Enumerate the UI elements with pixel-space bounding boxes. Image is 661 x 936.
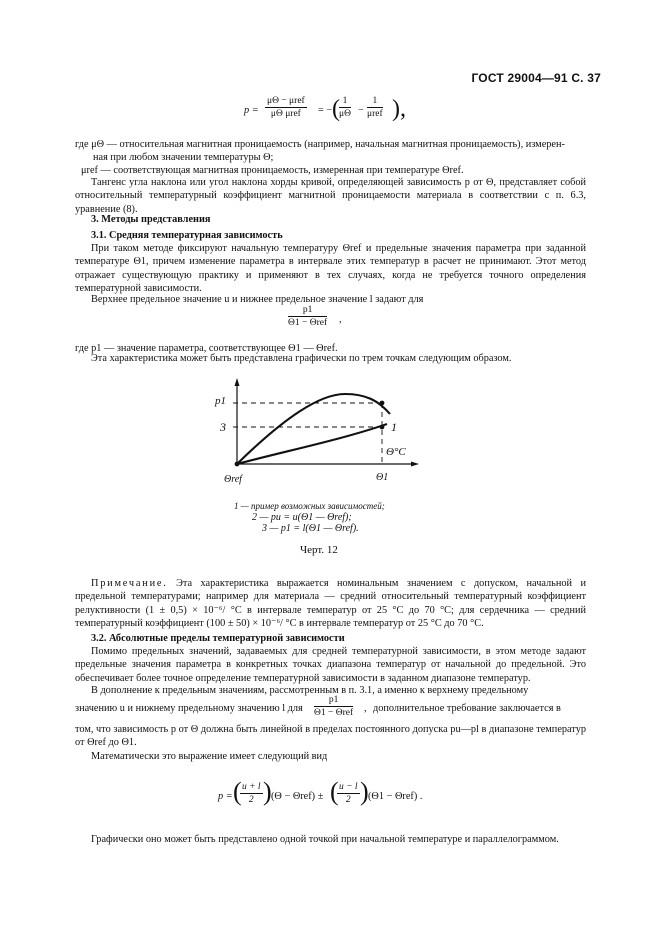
paragraph-mathematical: Математически это выражение имеет следующий вид bbox=[91, 751, 328, 762]
formula1-lhs: p = bbox=[244, 105, 259, 116]
formula4-paren-2-close: ) bbox=[360, 777, 369, 806]
formula1-fraction-2: 1 μref bbox=[367, 96, 383, 119]
paragraph-3-1: При таком методе фиксируют начальную температуру Θref и предельные значения параметра при заданной температуре Θ1, причем изменение параметра в интервале этих температур в расчет не принимают. Этот метод отражает существующую практику и применяют в тех случаях, когда не требуется точного определения температурной зависимости. bbox=[75, 243, 586, 295]
figure-y-label: p1 bbox=[215, 395, 226, 407]
formula4-paren-2-open: ( bbox=[330, 777, 339, 806]
figure-mark-3: 3 bbox=[220, 420, 226, 434]
point-origin bbox=[235, 462, 240, 467]
where2-line: где p1 — значение параметра, соответствующее Θ1 — Θref. bbox=[75, 343, 338, 354]
formula4-paren-1-open: ( bbox=[233, 777, 242, 806]
x-axis-arrow bbox=[411, 462, 419, 467]
note-paragraph bbox=[75, 577, 586, 631]
formula4-fraction-1: $\frac{u + l}{2}$ bbox=[242, 782, 261, 805]
figure-legend-3: 3 — p1 = l(Θ1 — Θref). bbox=[262, 523, 359, 534]
formula1-equals: = − bbox=[318, 105, 333, 116]
paragraph-addition-line-3: том, что зависимость p от Θ должна быть линейной в пределах постоянного допуска pu—pl в диапазоне температур от Θref до Θ1. bbox=[75, 724, 586, 749]
note-label: Примечание. bbox=[91, 578, 168, 589]
section-3-heading: 3. Методы представления bbox=[91, 214, 211, 225]
paragraph-tangent: Тангенс угла наклона или угол наклона хорды кривой, определяющей зависимость p от Θ, представляет собой относительный температурный коэффициент магнитной проницаемости материала в соответствии с п. 6.3, уравнение (8). bbox=[75, 177, 586, 215]
figure-legend-1: 1 — пример возможных зависимостей; bbox=[234, 501, 385, 511]
formula1-tail: ), bbox=[392, 96, 406, 122]
formula1-fraction-1: $\frac{1}{\mu\Theta}$ bbox=[339, 96, 351, 119]
paragraph-addition-line-2a: значению u и нижнему предельному значению l для bbox=[75, 703, 303, 714]
where1-line-2: ная при любом значении температуры Θ; bbox=[93, 152, 274, 163]
section-3-2-heading: 3.2. Абсолютные пределы температурной зависимости bbox=[91, 633, 345, 644]
formula4-paren-1-close: ) bbox=[263, 777, 272, 806]
curve-example bbox=[237, 394, 390, 464]
figure-legend-2: 2 — pu = u(Θ1 — Θref); bbox=[252, 512, 352, 523]
figure-x-end-label: Θ1 bbox=[376, 472, 389, 483]
formula1-minus: − bbox=[358, 105, 364, 116]
where1-line-3: μref — соответствующая магнитная проницаемость, измеренная при температуре Θref. bbox=[81, 165, 464, 176]
formula2-tail: , bbox=[339, 314, 342, 325]
formula3-tail: , bbox=[364, 703, 367, 714]
point-upper bbox=[380, 401, 385, 406]
paragraph-final: Графически оно может быть представлено одной точкой при начальной температуре и параллелограммом. bbox=[91, 834, 559, 845]
formula1-paren-open: ( bbox=[332, 96, 340, 122]
figure-origin-label: Θref bbox=[224, 474, 242, 485]
formula1-main-fraction: μΘ − μref μΘ μref bbox=[267, 96, 305, 119]
figure-x-label: Θ°C bbox=[386, 446, 406, 458]
where1-line-1: где μΘ — относительная магнитная проницаемость (например, начальная магнитная проницаемость), измерен- bbox=[75, 139, 565, 150]
formula4-lhs: p = bbox=[218, 791, 233, 802]
figure-caption: Черт. 12 bbox=[300, 544, 338, 556]
paragraph-addition-line-2b: дополнительное требование заключается в bbox=[373, 703, 561, 714]
paragraph-addition-line-1: В дополнение к предельным значениям, рассмотренным в п. 3.1, а именно к верхнему предельному bbox=[91, 685, 529, 696]
formula2-fraction: p1 Θ1 − Θref bbox=[288, 305, 328, 328]
formula3-fraction: p1 Θ1 − Θref bbox=[314, 695, 354, 718]
figure-mark-1: 1 bbox=[391, 420, 397, 434]
paragraph-upper-lower: Верхнее предельное значение u и нижнее предельное значение l задают для bbox=[91, 294, 424, 305]
y-axis-arrow bbox=[235, 378, 240, 386]
formula4-middle-1: (Θ − Θref) ± bbox=[271, 791, 324, 802]
formula4-middle-2: (Θ1 − Θref) . bbox=[368, 791, 423, 802]
paragraph-3-2: Помимо предельных значений, задаваемых для средней температурной зависимости, в этом методе задают предельные значения параметра в конкретных точках диапазона температур от начальной до предельной. Это обеспечивает более точное определение температурной зависимости в заданном диапазоне температур. bbox=[75, 646, 586, 684]
point-lower bbox=[380, 425, 385, 430]
note-text: Эта характеристика выражается номинальным значением с допуском, начальной и предельной температурами; например для материала — средний относительный температурный коэффициент релуктивности (1 ± 0,5) × 10⁻⁶/ °С в интервале температур от 25 °С до 70 °С; для сердечника — средний температурный коэффициент (100 ± 50) × 10⁻⁶/ °С в интервале температур от 25 °С до 70 °С. bbox=[75, 578, 586, 630]
paragraph-graph-intro: Эта характеристика может быть представлена графически по трем точкам следующим образом. bbox=[91, 353, 512, 364]
page-header: ГОСТ 29004—91 С. 37 bbox=[471, 71, 601, 85]
section-3-1-heading: 3.1. Средняя температурная зависимость bbox=[91, 230, 283, 241]
formula4-fraction-2: $\frac{u - l}{2}$ bbox=[339, 782, 358, 805]
